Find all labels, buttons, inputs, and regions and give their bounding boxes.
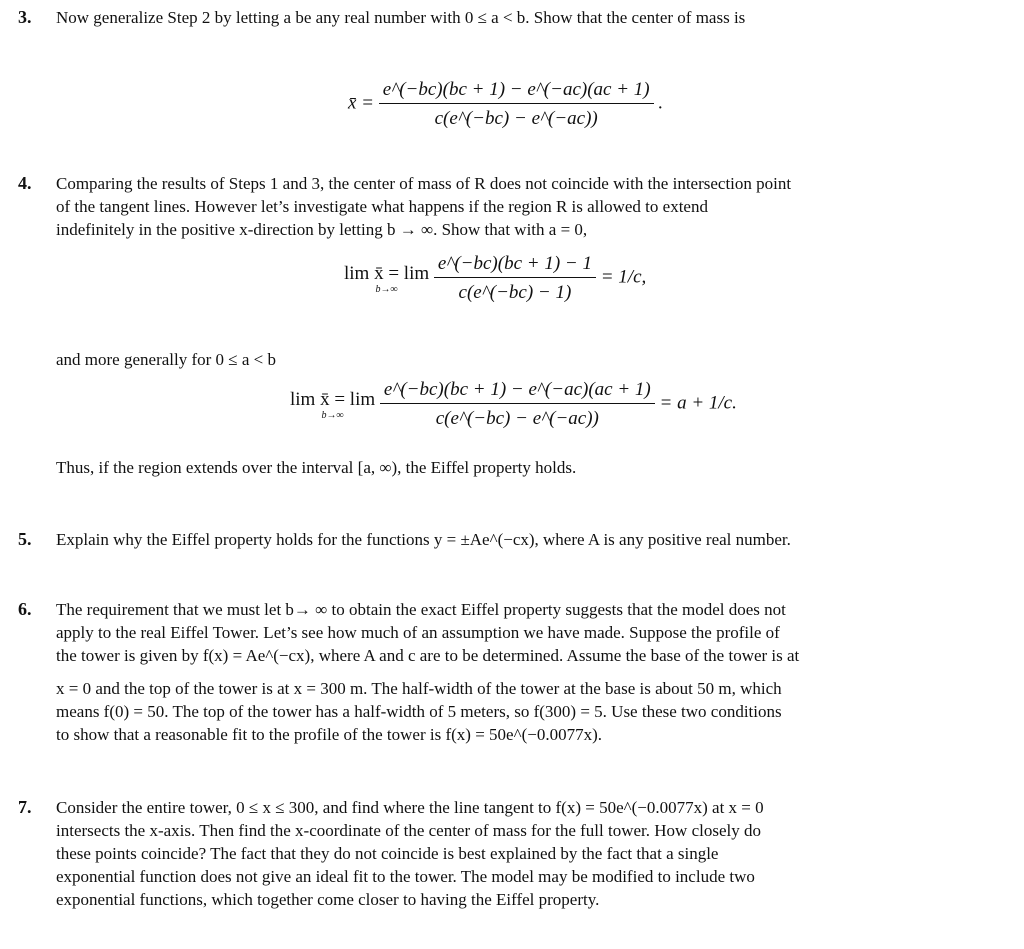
problem-text-line: the tower is given by f(x) = Ae^(−cx), where A and c are to be determined. Assume the base of the tower is at xyxy=(56,646,800,665)
limit-rhs: = 1/c, xyxy=(600,266,647,288)
limit-lhs: lim x̄ = lim xyxy=(290,388,376,410)
closing-text-line: Thus, if the region extends over the interval [a, ∞), the Eiffel property holds. xyxy=(56,458,577,477)
equation-denominator: c(e^(−bc) − e^(−ac)) xyxy=(379,103,654,130)
problem-text-line: intersects the x-axis. Then find the x-coordinate of the center of mass for the full tower. How closely do xyxy=(56,821,761,840)
problem-4 xyxy=(18,172,1008,241)
problem-text-line: The requirement that we must let b→ ∞ to obtain the exact Eiffel property suggests that the model does not xyxy=(56,600,786,619)
problem-text-line: means f(0) = 50. The top of the tower has a half-width of 5 meters, so f(300) = 5. Use these two conditions xyxy=(56,702,782,721)
problem-4-closing xyxy=(18,456,1008,479)
problem-text-line: these points coincide? The fact that they do not coincide is best explained by the fact that a single xyxy=(56,844,719,863)
limit-operator xyxy=(344,262,429,295)
problem-text-line: Explain why the Eiffel property holds for the functions y = ±Ae^(−cx), where A is any positive real number. xyxy=(56,530,791,549)
problem-3 xyxy=(18,6,1008,29)
problem-text-line: indefinitely in the positive x-direction by letting b → ∞. Show that with a = 0, xyxy=(56,220,588,239)
center-of-mass-equation xyxy=(348,78,663,130)
equation-lhs: x̄ = xyxy=(348,92,375,114)
problem-number: 3. xyxy=(18,7,32,27)
problem-number: 5. xyxy=(18,529,32,549)
limit-denominator: c(e^(−bc) − 1) xyxy=(434,277,596,304)
problem-number: 4. xyxy=(18,173,32,193)
limit-numerator: e^(−bc)(bc + 1) − 1 xyxy=(437,253,592,274)
limit-equation-general xyxy=(290,378,737,430)
problem-text-line: to show that a reasonable fit to the profile of the tower is f(x) = 50e^(−0.0077x). xyxy=(56,725,602,744)
equation-tail: . xyxy=(658,92,664,114)
problem-number: 6. xyxy=(18,599,32,619)
problem-text-line: exponential functions, which together come closer to having the Eiffel property. xyxy=(56,890,600,909)
problem-text-line: Comparing the results of Steps 1 and 3, the center of mass of R does not coincide with the intersection point xyxy=(56,174,792,193)
problem-text-line: of the tangent lines. However let’s investigate what happens if the region R is allowed to extend xyxy=(56,197,708,216)
limit-subscript: b→∞ xyxy=(375,283,398,295)
problem-number: 7. xyxy=(18,797,32,817)
problem-text-line: x = 0 and the top of the tower is at x = 300 m. The half-width of the tower at the base is about 50 m, which xyxy=(56,679,782,698)
limit-subscript: b→∞ xyxy=(321,409,344,421)
problem-text-line: exponential function does not give an ideal fit to the tower. The model may be modified to include two xyxy=(56,867,755,886)
limit-numerator: e^(−bc)(bc + 1) − e^(−ac)(ac + 1) xyxy=(383,379,651,400)
problem-text-line: Now generalize Step 2 by letting a be any real number with 0 ≤ a < b. Show that the center of mass is xyxy=(56,8,746,27)
problem-7 xyxy=(18,796,1008,911)
limit-denominator: c(e^(−bc) − e^(−ac)) xyxy=(380,403,655,430)
limit-equation-a-zero xyxy=(344,252,646,304)
problem-6 xyxy=(18,598,1008,746)
limit-fraction xyxy=(434,252,596,304)
limit-lhs: lim x̄ = lim xyxy=(344,262,430,284)
problem-5 xyxy=(18,528,1008,551)
limit-operator xyxy=(290,388,375,421)
problem-text-line: Consider the entire tower, 0 ≤ x ≤ 300, and find where the line tangent to f(x) = 50e^(−0.0077x) at x = 0 xyxy=(56,798,764,817)
middle-text-line: and more generally for 0 ≤ a < b xyxy=(56,350,277,369)
limit-rhs: = a + 1/c. xyxy=(659,392,737,414)
limit-fraction xyxy=(380,378,655,430)
equation-fraction xyxy=(379,78,654,130)
problem-text-line: apply to the real Eiffel Tower. Let’s see how much of an assumption we have made. Suppose the profile of xyxy=(56,623,780,642)
problem-4-middle xyxy=(18,348,1008,371)
equation-numerator: e^(−bc)(bc + 1) − e^(−ac)(ac + 1) xyxy=(382,79,650,100)
